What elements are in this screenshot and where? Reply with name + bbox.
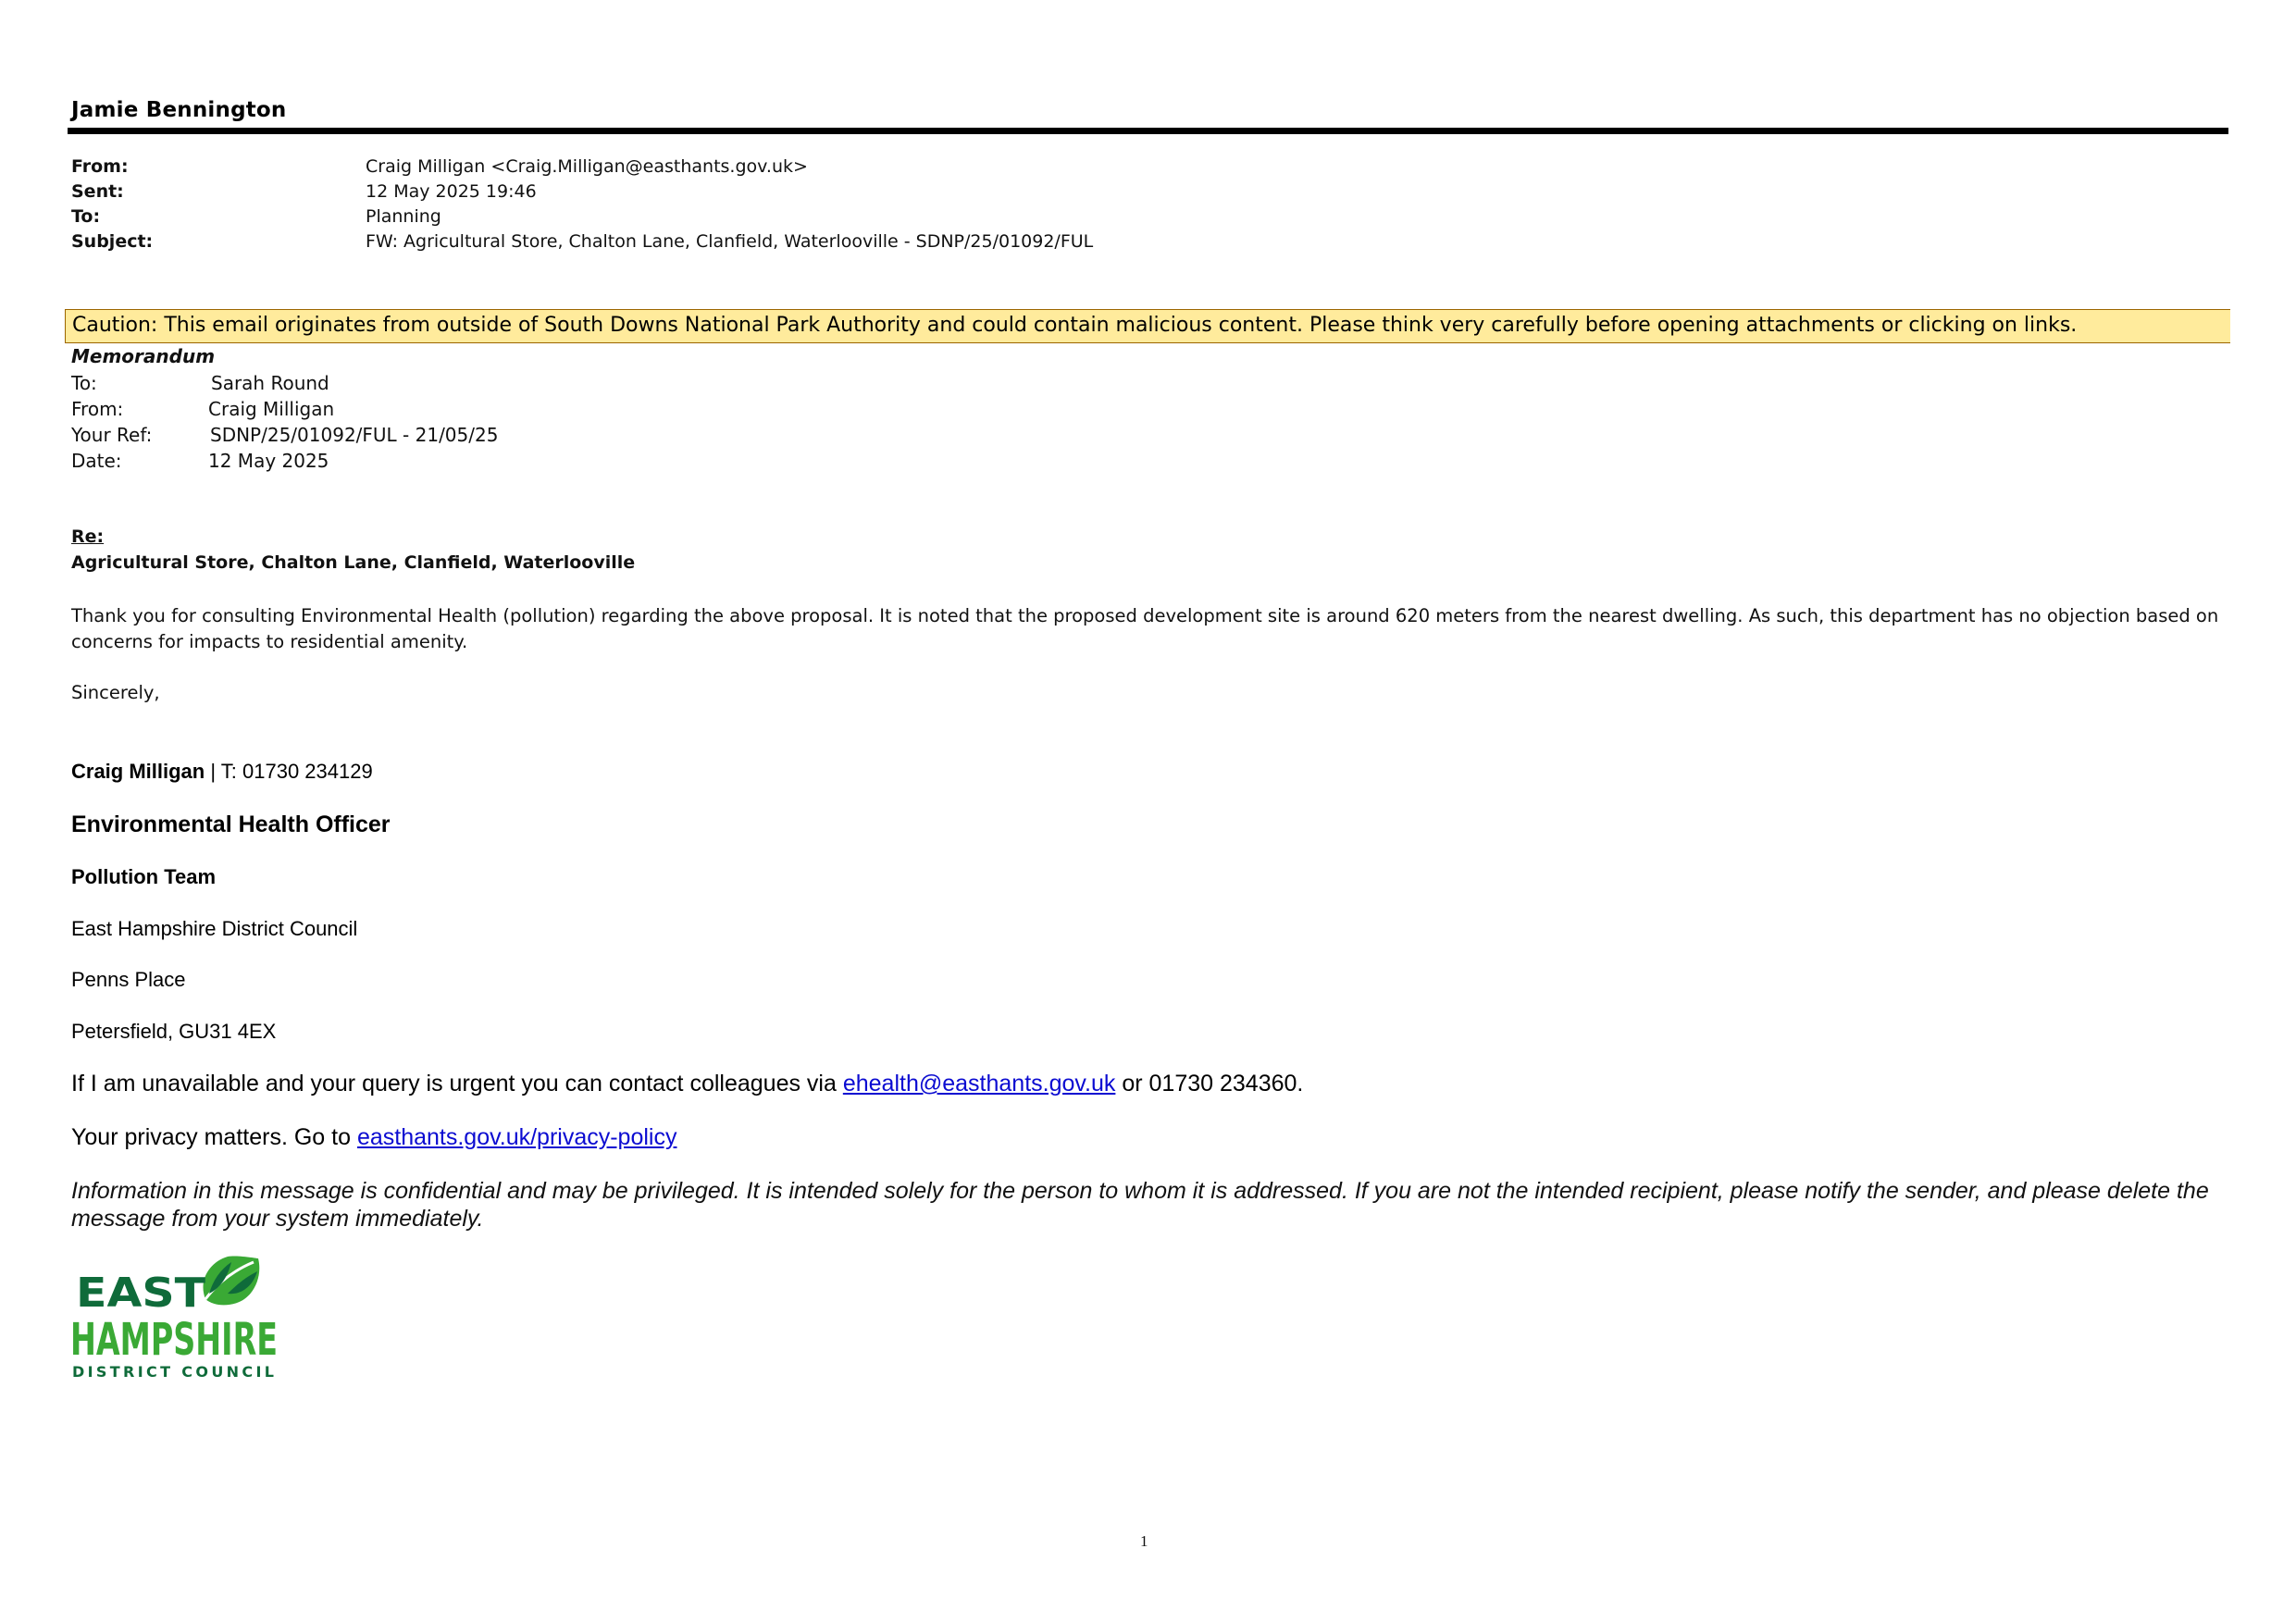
header-sent-value: 12 May 2025 19:46 bbox=[366, 181, 537, 202]
memo-from-value: Craig Milligan bbox=[208, 398, 335, 420]
signature-contact-line bbox=[71, 1071, 1303, 1097]
memo-re-label: Re: bbox=[71, 527, 105, 547]
logo-line3: DISTRICT COUNCIL bbox=[72, 1363, 274, 1381]
signature-address-line1: Penns Place bbox=[71, 968, 186, 991]
memo-body: Thank you for consulting Environmental Health (pollution) regarding the above proposal. It is noted that the proposed development site is around 620 meters from the nearest dwelling. As such, this department has no objection based on concerns for impacts to residential amenity. bbox=[71, 605, 2219, 652]
signature-council: East Hampshire District Council bbox=[71, 917, 358, 940]
header-from-label: From: bbox=[71, 156, 129, 177]
signature-address-line2: Petersfield, GU31 4EX bbox=[71, 1020, 277, 1043]
signature-privacy-line bbox=[71, 1124, 676, 1151]
memo-re-subject: Agricultural Store, Chalton Lane, Clanfield, Waterlooville bbox=[71, 552, 636, 573]
memo-ref-value: SDNP/25/01092/FUL - 21/05/25 bbox=[210, 424, 499, 446]
memo-date-label: Date: bbox=[71, 450, 122, 472]
privacy-prefix: Your privacy matters. Go to bbox=[71, 1124, 357, 1150]
memo-from-row bbox=[71, 396, 904, 422]
page-number: 1 bbox=[1140, 1532, 1148, 1550]
memo-from-label: From: bbox=[71, 398, 124, 420]
contact-email-link[interactable]: ehealth@easthants.gov.uk bbox=[842, 1071, 1116, 1096]
east-hampshire-logo bbox=[68, 1257, 281, 1381]
header-to-row bbox=[71, 204, 1459, 229]
leaf-icon bbox=[203, 1256, 259, 1305]
external-email-caution-banner: Caution: This email originates from outside of South Downs National Park Authority and could contain malicious content. Please think very carefully before opening attachments or clicking on links. bbox=[65, 309, 2230, 343]
header-to-value: Planning bbox=[366, 206, 441, 227]
logo-line1: EAST bbox=[76, 1270, 205, 1317]
memo-ref-row bbox=[71, 422, 904, 448]
memo-date-value: 12 May 2025 bbox=[208, 450, 329, 472]
header-to-label: To: bbox=[71, 206, 101, 227]
header-subject-value: FW: Agricultural Store, Chalton Lane, Clanfield, Waterlooville - SDNP/25/01092/FUL bbox=[366, 231, 1094, 252]
header-sent-label: Sent: bbox=[71, 181, 124, 202]
memo-date-row bbox=[71, 448, 904, 474]
header-sent-row bbox=[71, 179, 1459, 204]
confidentiality-disclaimer: Information in this message is confidential and may be privileged. It is intended solely for the person to whom it is addressed. If you are not the intended recipient, please notify the sender, and please delete the message from your system immediately. bbox=[71, 1178, 2209, 1232]
east-hampshire-logo-graphic bbox=[68, 1257, 281, 1381]
signature-team: Pollution Team bbox=[71, 865, 217, 888]
memo-to-row bbox=[71, 370, 904, 396]
logo-line2: HAMPSHIRE bbox=[70, 1314, 278, 1366]
signature-phone: | T: 01730 234129 bbox=[205, 760, 373, 783]
signature-job-title: Environmental Health Officer bbox=[71, 812, 391, 837]
header-rule bbox=[68, 128, 2228, 134]
signature-name-line bbox=[71, 760, 373, 784]
memo-closing: Sincerely, bbox=[71, 682, 160, 703]
header-from-row bbox=[71, 154, 1459, 180]
contact-prefix: If I am unavailable and your query is urgent you can contact colleagues via bbox=[71, 1071, 843, 1096]
memo-ref-label: Your Ref: bbox=[71, 424, 153, 446]
privacy-policy-link[interactable]: easthants.gov.uk/privacy-policy bbox=[356, 1124, 677, 1150]
memo-to-label: To: bbox=[71, 372, 97, 394]
header-from-value: Craig Milligan <Craig.Milligan@easthants.gov.uk> bbox=[366, 156, 808, 177]
document-owner-name: Jamie Bennington bbox=[71, 98, 287, 122]
contact-suffix: or 01730 234360. bbox=[1115, 1071, 1304, 1096]
memo-title: Memorandum bbox=[71, 345, 216, 367]
memo-to-value: Sarah Round bbox=[211, 372, 329, 394]
header-subject-row bbox=[71, 229, 1459, 254]
signature-name: Craig Milligan bbox=[71, 760, 205, 783]
header-subject-label: Subject: bbox=[71, 231, 154, 252]
